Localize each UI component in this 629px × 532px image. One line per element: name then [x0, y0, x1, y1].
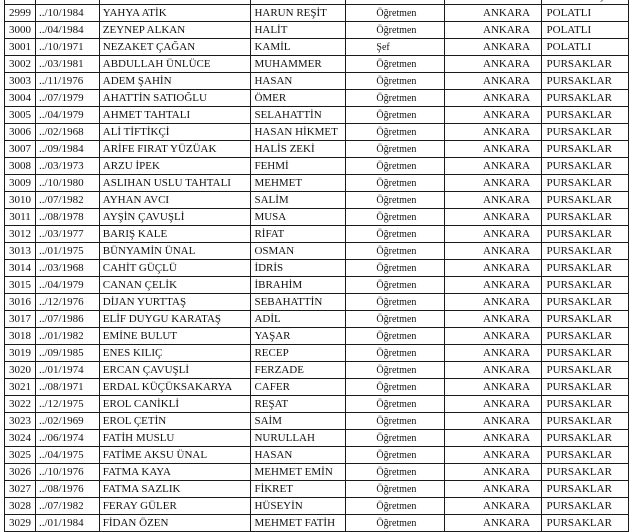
- row-number-cell: 3020: [5, 362, 36, 379]
- duty-province-cell: ANKARA: [445, 107, 541, 124]
- title-cell: Öğretmen: [346, 192, 445, 209]
- birth-date-cell: ../01/1975: [36, 243, 100, 260]
- row-number-cell: 3023: [5, 413, 36, 430]
- duty-province-cell: ANKARA: [445, 447, 541, 464]
- duty-district-cell: PURSAKLAR: [541, 209, 628, 226]
- father-name-cell: SALİM: [251, 192, 346, 209]
- duty-province-cell: ANKARA: [445, 413, 541, 430]
- duty-district-cell: PURSAKLAR: [541, 107, 628, 124]
- table-body: [5, 0, 629, 532]
- duty-district-cell: PURSAKLAR: [541, 328, 628, 345]
- birth-date-cell: ../07/1979: [36, 90, 100, 107]
- table-row: [5, 107, 629, 124]
- duty-district-cell: POLATLI: [541, 22, 628, 39]
- table-row: [5, 243, 629, 260]
- table-row: [5, 481, 629, 498]
- birth-date-cell: ../10/1980: [36, 175, 100, 192]
- father-name-cell: SAİM: [251, 413, 346, 430]
- father-name-cell: FERZADE: [251, 362, 346, 379]
- birth-date-cell: ../03/1968: [36, 260, 100, 277]
- duty-district-cell: PURSAKLAR: [541, 294, 628, 311]
- table-row: [5, 90, 629, 107]
- title-cell: Öğretmen: [346, 294, 445, 311]
- duty-district-cell: PURSAKLAR: [541, 345, 628, 362]
- title-cell: Şef: [346, 39, 445, 56]
- father-name-cell: HALİS ZEKİ: [251, 141, 346, 158]
- title-cell: Öğretmen: [346, 345, 445, 362]
- father-name-cell: HASAN HİKMET: [251, 124, 346, 141]
- birth-date-cell: ../07/1982: [36, 498, 100, 515]
- full-name-cell: EROL CANİKLİ: [99, 396, 251, 413]
- table-row: [5, 5, 629, 22]
- row-number-cell: 3009: [5, 175, 36, 192]
- duty-district-cell: PURSAKLAR: [541, 141, 628, 158]
- duty-province-cell: ANKARA: [445, 362, 541, 379]
- row-number-cell: 3007: [5, 141, 36, 158]
- table-row: [5, 464, 629, 481]
- duty-district-cell: PURSAKLAR: [541, 311, 628, 328]
- birth-date-cell: ../12/1976: [36, 294, 100, 311]
- birth-date-cell: ../09/1984: [36, 141, 100, 158]
- duty-province-cell: ANKARA: [445, 430, 541, 447]
- table-row: [5, 379, 629, 396]
- table-row: [5, 209, 629, 226]
- table-row: [5, 413, 629, 430]
- row-number-cell: 3005: [5, 107, 36, 124]
- row-number-cell: 3012: [5, 226, 36, 243]
- birth-date-cell: ../06/1974: [36, 430, 100, 447]
- father-name-cell: SEBAHATTİN: [251, 294, 346, 311]
- full-name-cell: FATMA SAZLIK: [99, 481, 251, 498]
- title-cell: Öğretmen: [346, 311, 445, 328]
- birth-date-cell: ../01/1984: [36, 515, 100, 532]
- duty-province-cell: ANKARA: [445, 243, 541, 260]
- full-name-cell: CANAN ÇELİK: [99, 277, 251, 294]
- full-name-cell: ALİ TİFTİKÇİ: [99, 124, 251, 141]
- full-name-cell: FATİME AKSU ÜNAL: [99, 447, 251, 464]
- full-name-cell: AHATTİN SATIOĞLU: [99, 90, 251, 107]
- duty-district-cell: PURSAKLAR: [541, 362, 628, 379]
- father-name-cell: MEHMET FATİH: [251, 515, 346, 532]
- row-number-cell: 3015: [5, 277, 36, 294]
- row-number-cell: 3017: [5, 311, 36, 328]
- father-name-cell: NURULLAH: [251, 430, 346, 447]
- father-name-cell: RİFAT: [251, 226, 346, 243]
- full-name-cell: ARZU İPEK: [99, 158, 251, 175]
- title-cell: Öğretmen: [346, 124, 445, 141]
- duty-district-cell: PURSAKLAR: [541, 481, 628, 498]
- duty-district-cell: PURSAKLAR: [541, 379, 628, 396]
- row-number-cell: 3006: [5, 124, 36, 141]
- birth-date-cell: ../10/1976: [36, 464, 100, 481]
- duty-district-cell: PURSAKLAR: [541, 175, 628, 192]
- title-cell: Öğretmen: [346, 498, 445, 515]
- duty-district-cell: PURSAKLAR: [541, 90, 628, 107]
- duty-district-cell: PURSAKLAR: [541, 515, 628, 532]
- table-row: [5, 73, 629, 90]
- row-number-cell: 3022: [5, 396, 36, 413]
- table-row: [5, 124, 629, 141]
- duty-province-cell: ANKARA: [445, 90, 541, 107]
- duty-district-cell: PURSAKLAR: [541, 396, 628, 413]
- full-name-cell: EROL ÇETİN: [99, 413, 251, 430]
- row-number-cell: 3003: [5, 73, 36, 90]
- duty-province-cell: ANKARA: [445, 39, 541, 56]
- row-number-cell: 3008: [5, 158, 36, 175]
- birth-date-cell: ../08/1976: [36, 481, 100, 498]
- duty-province-cell: ANKARA: [445, 158, 541, 175]
- father-name-cell: HALİT: [251, 22, 346, 39]
- full-name-cell: BARIŞ KALE: [99, 226, 251, 243]
- father-name-cell: ÖMER: [251, 90, 346, 107]
- father-name-cell: MUSA: [251, 209, 346, 226]
- row-number-cell: 3004: [5, 90, 36, 107]
- row-number-cell: 3014: [5, 260, 36, 277]
- father-name-cell: İBRAHİM: [251, 277, 346, 294]
- title-cell: Öğretmen: [346, 413, 445, 430]
- full-name-cell: AYŞİN ÇAVUŞLİ: [99, 209, 251, 226]
- table-row: [5, 141, 629, 158]
- duty-province-cell: ANKARA: [445, 464, 541, 481]
- birth-date-cell: ../07/1986: [36, 311, 100, 328]
- row-number-cell: 3024: [5, 430, 36, 447]
- father-name-cell: FEHMİ: [251, 158, 346, 175]
- birth-date-cell: ../09/1985: [36, 345, 100, 362]
- row-number-cell: 3027: [5, 481, 36, 498]
- duty-district-cell: PURSAKLAR: [541, 124, 628, 141]
- duty-province-cell: ANKARA: [445, 481, 541, 498]
- table-row: [5, 447, 629, 464]
- full-name-cell: NEZAKET ÇAĞAN: [99, 39, 251, 56]
- row-number-cell: 3018: [5, 328, 36, 345]
- row-number-cell: 3019: [5, 345, 36, 362]
- row-number-cell: 3002: [5, 56, 36, 73]
- title-cell: Öğretmen: [346, 447, 445, 464]
- full-name-cell: BÜNYAMİN ÜNAL: [99, 243, 251, 260]
- row-number-cell: 3026: [5, 464, 36, 481]
- father-name-cell: OSMAN: [251, 243, 346, 260]
- birth-date-cell: ../12/1975: [36, 396, 100, 413]
- full-name-cell: ELİF DUYGU KARATAŞ: [99, 311, 251, 328]
- full-name-cell: AYHAN AVCI: [99, 192, 251, 209]
- table-row: [5, 396, 629, 413]
- father-name-cell: İDRİS: [251, 260, 346, 277]
- birth-date-cell: ../07/1982: [36, 192, 100, 209]
- full-name-cell: YAHYA ATİK: [99, 5, 251, 22]
- birth-date-cell: ../10/1984: [36, 5, 100, 22]
- full-name-cell: FİDAN ÖZEN: [99, 515, 251, 532]
- full-name-cell: CAHİT GÜÇLÜ: [99, 260, 251, 277]
- table-row: [5, 260, 629, 277]
- full-name-cell: ABDULLAH ÜNLÜCE: [99, 56, 251, 73]
- title-cell: Öğretmen: [346, 56, 445, 73]
- row-number-cell: 3029: [5, 515, 36, 532]
- birth-date-cell: ../04/1979: [36, 107, 100, 124]
- full-name-cell: FATİH MUSLU: [99, 430, 251, 447]
- duty-district-cell: PURSAKLAR: [541, 243, 628, 260]
- birth-date-cell: ../02/1969: [36, 413, 100, 430]
- duty-province-cell: ANKARA: [445, 124, 541, 141]
- duty-province-cell: ANKARA: [445, 328, 541, 345]
- title-cell: Öğretmen: [346, 90, 445, 107]
- title-cell: Öğretmen: [346, 481, 445, 498]
- row-number-cell: 3011: [5, 209, 36, 226]
- duty-district-cell: PURSAKLAR: [541, 73, 628, 90]
- birth-date-cell: ../04/1984: [36, 22, 100, 39]
- duty-province-cell: ANKARA: [445, 294, 541, 311]
- row-number-cell: 2999: [5, 5, 36, 22]
- duty-province-cell: ANKARA: [445, 73, 541, 90]
- full-name-cell: DİJAN YURTTAŞ: [99, 294, 251, 311]
- title-cell: Öğretmen: [346, 209, 445, 226]
- duty-province-cell: ANKARA: [445, 498, 541, 515]
- row-number-cell: 3001: [5, 39, 36, 56]
- duty-district-cell: PURSAKLAR: [541, 447, 628, 464]
- birth-date-cell: ../02/1968: [36, 124, 100, 141]
- row-number-cell: 3028: [5, 498, 36, 515]
- full-name-cell: ARİFE FIRAT YÜZÜAK: [99, 141, 251, 158]
- table-row: [5, 294, 629, 311]
- duty-province-cell: ANKARA: [445, 277, 541, 294]
- father-name-cell: HASAN: [251, 447, 346, 464]
- table-row: [5, 226, 629, 243]
- full-name-cell: ENES KILIÇ: [99, 345, 251, 362]
- title-cell: Öğretmen: [346, 22, 445, 39]
- birth-date-cell: ../08/1971: [36, 379, 100, 396]
- title-cell: Öğretmen: [346, 464, 445, 481]
- title-cell: Öğretmen: [346, 260, 445, 277]
- duty-district-cell: POLATLI: [541, 5, 628, 22]
- table-row: [5, 311, 629, 328]
- duty-district-cell: PURSAKLAR: [541, 226, 628, 243]
- full-name-cell: AHMET TAHTALI: [99, 107, 251, 124]
- birth-date-cell: ../04/1975: [36, 447, 100, 464]
- duty-province-cell: ANKARA: [445, 311, 541, 328]
- duty-province-cell: ANKARA: [445, 226, 541, 243]
- father-name-cell: RECEP: [251, 345, 346, 362]
- row-number-cell: 3021: [5, 379, 36, 396]
- father-name-cell: HASAN: [251, 73, 346, 90]
- table-row: [5, 328, 629, 345]
- father-name-cell: CAFER: [251, 379, 346, 396]
- birth-date-cell: ../03/1977: [36, 226, 100, 243]
- table-row: [5, 192, 629, 209]
- birth-date-cell: ../01/1982: [36, 328, 100, 345]
- full-name-cell: ERCAN ÇAVUŞLİ: [99, 362, 251, 379]
- duty-province-cell: ANKARA: [445, 379, 541, 396]
- row-number-cell: 3016: [5, 294, 36, 311]
- birth-date-cell: ../11/1976: [36, 73, 100, 90]
- duty-district-cell: PURSAKLAR: [541, 413, 628, 430]
- table-row: [5, 56, 629, 73]
- table-row: [5, 515, 629, 532]
- duty-district-cell: PURSAKLAR: [541, 260, 628, 277]
- duty-province-cell: ANKARA: [445, 209, 541, 226]
- row-number-cell: 3010: [5, 192, 36, 209]
- duty-province-cell: ANKARA: [445, 56, 541, 73]
- duty-province-cell: ANKARA: [445, 396, 541, 413]
- duty-province-cell: ANKARA: [445, 5, 541, 22]
- birth-date-cell: ../03/1973: [36, 158, 100, 175]
- table-row: [5, 430, 629, 447]
- duty-district-cell: PURSAKLAR: [541, 192, 628, 209]
- duty-district-cell: POLATLI: [541, 39, 628, 56]
- table-row: [5, 277, 629, 294]
- duty-province-cell: ANKARA: [445, 175, 541, 192]
- title-cell: Öğretmen: [346, 515, 445, 532]
- title-cell: Öğretmen: [346, 328, 445, 345]
- father-name-cell: KAMİL: [251, 39, 346, 56]
- full-name-cell: ADEM ŞAHİN: [99, 73, 251, 90]
- row-number-cell: 3025: [5, 447, 36, 464]
- duty-province-cell: ANKARA: [445, 22, 541, 39]
- title-cell: Öğretmen: [346, 379, 445, 396]
- title-cell: Öğretmen: [346, 362, 445, 379]
- duty-province-cell: ANKARA: [445, 141, 541, 158]
- father-name-cell: MEHMET: [251, 175, 346, 192]
- father-name-cell: HARUN REŞİT: [251, 5, 346, 22]
- table-row: [5, 175, 629, 192]
- title-cell: Öğretmen: [346, 277, 445, 294]
- father-name-cell: MEHMET EMİN: [251, 464, 346, 481]
- title-cell: Öğretmen: [346, 226, 445, 243]
- birth-date-cell: ../10/1971: [36, 39, 100, 56]
- table-row: [5, 498, 629, 515]
- title-cell: Öğretmen: [346, 396, 445, 413]
- table-row: [5, 345, 629, 362]
- title-cell: Öğretmen: [346, 107, 445, 124]
- duty-district-cell: PURSAKLAR: [541, 430, 628, 447]
- father-name-cell: MUHAMMER: [251, 56, 346, 73]
- title-cell: Öğretmen: [346, 141, 445, 158]
- father-name-cell: REŞAT: [251, 396, 346, 413]
- row-number-cell: 3000: [5, 22, 36, 39]
- title-cell: Öğretmen: [346, 430, 445, 447]
- duty-district-cell: PURSAKLAR: [541, 56, 628, 73]
- full-name-cell: ERDAL KÜÇÜKSAKARYA: [99, 379, 251, 396]
- title-cell: Öğretmen: [346, 243, 445, 260]
- father-name-cell: SELAHATTİN: [251, 107, 346, 124]
- birth-date-cell: ../03/1981: [36, 56, 100, 73]
- table-row: [5, 158, 629, 175]
- duty-district-cell: PURSAKLAR: [541, 464, 628, 481]
- title-cell: Öğretmen: [346, 175, 445, 192]
- duty-province-cell: ANKARA: [445, 345, 541, 362]
- duty-district-cell: PURSAKLAR: [541, 158, 628, 175]
- birth-date-cell: ../04/1979: [36, 277, 100, 294]
- title-cell: Öğretmen: [346, 73, 445, 90]
- table-row: [5, 22, 629, 39]
- father-name-cell: FİKRET: [251, 481, 346, 498]
- title-cell: Öğretmen: [346, 158, 445, 175]
- personnel-table: [4, 0, 629, 532]
- full-name-cell: ASLIHAN USLU TAHTALI: [99, 175, 251, 192]
- father-name-cell: HÜSEYİN: [251, 498, 346, 515]
- father-name-cell: YAŞAR: [251, 328, 346, 345]
- duty-province-cell: ANKARA: [445, 515, 541, 532]
- full-name-cell: FATMA KAYA: [99, 464, 251, 481]
- father-name-cell: ADİL: [251, 311, 346, 328]
- duty-province-cell: ANKARA: [445, 192, 541, 209]
- row-number-cell: 3013: [5, 243, 36, 260]
- title-cell: Öğretmen: [346, 5, 445, 22]
- full-name-cell: EMİNE BULUT: [99, 328, 251, 345]
- duty-province-cell: ANKARA: [445, 260, 541, 277]
- full-name-cell: FERAY GÜLER: [99, 498, 251, 515]
- duty-district-cell: PURSAKLAR: [541, 277, 628, 294]
- table-row: [5, 362, 629, 379]
- duty-district-cell: PURSAKLAR: [541, 498, 628, 515]
- full-name-cell: ZEYNEP ALKAN: [99, 22, 251, 39]
- table-row: [5, 39, 629, 56]
- birth-date-cell: ../08/1978: [36, 209, 100, 226]
- birth-date-cell: ../01/1974: [36, 362, 100, 379]
